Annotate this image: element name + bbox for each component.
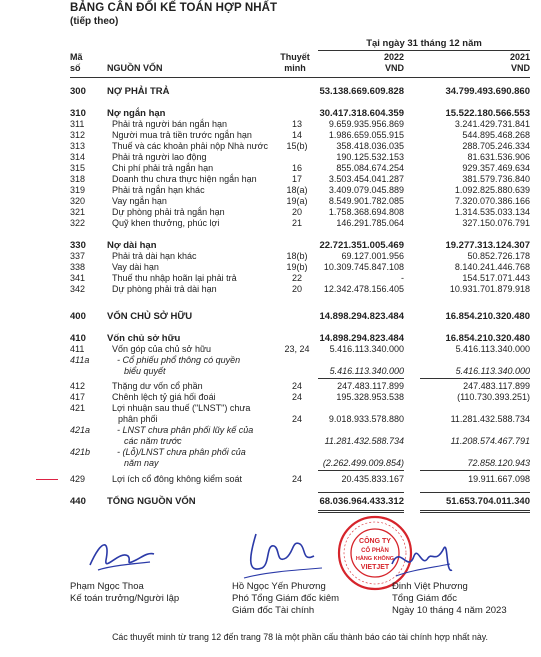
seal-line-2: CỔ PHẦN <box>361 548 389 554</box>
total-rule-2022 <box>318 492 404 493</box>
signatory-1 <box>70 581 179 605</box>
table-row: 314 Phải trả người lao động 190.125.532.153 81.631.536.906 <box>70 152 530 162</box>
total-double-rule-2021 <box>420 510 530 513</box>
signatory-2-name: Hồ Ngọc Yến Phương <box>232 581 326 592</box>
signature-thoa <box>80 530 160 580</box>
seal-line-1: CÔNG TY <box>359 538 391 545</box>
header-code-2: số <box>70 63 81 73</box>
header-period-rule <box>318 50 530 51</box>
table-row: 312 Người mua trả tiền trước ngắn hạn 14 1.986.659.055.915 544.895.468.268 <box>70 130 530 140</box>
table-row: 337 Phải trả dài hạn khác 18(b) 69.127.001.956 50.852.726.178 <box>70 251 530 261</box>
header-rule <box>70 77 530 78</box>
table-row: 320 Vay ngắn hạn 19(a) 8.549.901.782.085 7.320.070.386.166 <box>70 196 530 206</box>
subtotal-rule-2022 <box>318 378 404 379</box>
header-unit-2021: VND <box>510 63 530 73</box>
table-row: 411a - Cổ phiếu phổ thông có quyền <box>70 355 241 365</box>
header-note-2: minh <box>284 63 306 73</box>
signatory-2-title: Phó Tổng Giám đốc kiêm <box>232 593 340 604</box>
table-row: 318 Doanh thu chưa thực hiện ngắn hạn 17 3.503.454.041.287 381.579.736.840 <box>70 174 530 184</box>
table-row: 300 NỢ PHẢI TRẢ 53.138.669.609.828 34.799.493.690.860 <box>70 86 530 97</box>
report-subtitle: (tiếp theo) <box>70 16 119 27</box>
signatory-3-name: Đinh Việt Phương <box>392 581 468 592</box>
seal-line-3: HÀNG KHÔNG <box>355 556 395 562</box>
table-row: 338 Vay dài hạn 19(b) 10.309.745.847.108 8.140.241.446.768 <box>70 262 530 272</box>
signature-yen-phuong <box>236 524 326 584</box>
table-row: 400 VỐN CHỦ SỞ HỮU 14.898.294.823.484 16.854.210.320.480 <box>70 311 530 322</box>
table-row: các năm trước 11.281.432.588.734 11.208.574.467.791 <box>124 436 530 446</box>
footer-note: Các thuyết minh từ trang 12 đến trang 78 là một phần cấu thành báo cáo tài chính hợp nhất này. <box>112 632 488 642</box>
table-row: 429 Lợi ích cổ đông không kiểm soát 24 20.435.833.167 19.911.667.098 <box>70 474 530 484</box>
total-rule-2021 <box>420 492 530 493</box>
table-row: 310 Nợ ngắn hạn 30.417.318.604.359 15.522.180.566.553 <box>70 108 530 119</box>
table-row: 342 Dự phòng phải trả dài hạn 20 12.342.478.156.405 10.931.701.879.918 <box>70 284 530 294</box>
table-row: 410 Vốn chủ sở hữu 14.898.294.823.484 16.854.210.320.480 <box>70 333 530 344</box>
total-double-rule-2022 <box>318 510 404 513</box>
table-row: phân phối 24 9.018.933.578.880 11.281.432.588.734 <box>118 414 530 424</box>
table-row: 313 Thuế và các khoản phải nộp Nhà nước 15(b) 358.418.036.035 288.705.246.334 <box>70 141 530 151</box>
red-margin-mark <box>36 479 58 480</box>
seal-line-4: VIETJET <box>360 564 390 571</box>
table-row: 411 Vốn góp của chủ sở hữu 23, 24 5.416.113.340.000 5.416.113.340.000 <box>70 344 530 354</box>
signatory-2 <box>232 581 339 617</box>
table-row: 417 Chênh lệch tỷ giá hối đoái 24 195.328.953.538 (110.730.393.251) <box>70 392 530 402</box>
header-unit-2022: VND <box>384 63 404 73</box>
header-code-1: Mã <box>70 52 83 62</box>
signatory-3-date: Ngày 10 tháng 4 năm 2023 <box>392 605 507 616</box>
header-year-2022: 2022 <box>383 52 404 62</box>
subtotal-rule-2021-b <box>420 470 530 471</box>
table-row: 322 Quỹ khen thưởng, phúc lợi 21 146.291.785.064 327.150.076.791 <box>70 218 530 228</box>
signatory-1-title: Kế toán trưởng/Người lập <box>70 593 180 604</box>
table-row: 421 Lợi nhuận sau thuế ("LNST") chưa <box>70 403 251 413</box>
subtotal-rule-2022-b <box>318 470 404 471</box>
table-row: 412 Thặng dư vốn cổ phần 24 247.483.117.899 247.483.117.899 <box>70 381 530 391</box>
header-year-2021: 2021 <box>509 52 530 62</box>
signatory-1-name: Phạm Ngọc Thoa <box>70 581 144 592</box>
table-row: 321 Dự phòng phải trả ngắn hạn 20 1.758.368.694.808 1.314.535.033.134 <box>70 207 530 217</box>
table-row: 341 Thuế thu nhập hoãn lại phải trả 22 - 154.517.071.443 <box>70 273 530 283</box>
table-row: 319 Phải trả ngắn hạn khác 18(a) 3.409.079.045.889 1.092.825.880.639 <box>70 185 530 195</box>
table-row: 421b - (Lỗ)/LNST chưa phân phối của <box>70 447 246 457</box>
table-row: 421a - LNST chưa phân phối lũy kế của <box>70 425 254 435</box>
table-row: 311 Phải trả người bán ngắn hạn 13 9.659.935.956.869 3.241.429.731.841 <box>70 119 530 129</box>
signatory-2-title2: Giám đốc Tài chính <box>232 605 315 616</box>
report-title: BẢNG CÂN ĐỐI KẾ TOÁN HỢP NHẤT <box>70 2 278 14</box>
signature-viet-phuong <box>386 534 456 584</box>
table-row: 440 TỔNG NGUỒN VỐN 68.036.964.433.312 51.653.704.011.340 <box>70 496 530 507</box>
table-row: 315 Chi phí phải trả ngắn hạn 16 855.084.674.254 929.357.469.634 <box>70 163 530 173</box>
signatory-3-title: Tổng Giám đốc <box>392 593 457 604</box>
subtotal-rule-2021 <box>420 378 530 379</box>
header-period: Tại ngày 31 tháng 12 năm <box>366 38 482 49</box>
table-row: biểu quyết 5.416.113.340.000 5.416.113.340.000 <box>124 366 530 376</box>
header-note-1: Thuyết <box>280 52 310 62</box>
header-source: NGUỒN VỐN <box>107 63 163 73</box>
table-row: 330 Nợ dài hạn 22.721.351.005.469 19.277.313.124.307 <box>70 240 530 251</box>
signatory-3 <box>392 581 507 617</box>
table-row: năm nay (2.262.499.009.854) 72.858.120.943 <box>124 458 530 468</box>
